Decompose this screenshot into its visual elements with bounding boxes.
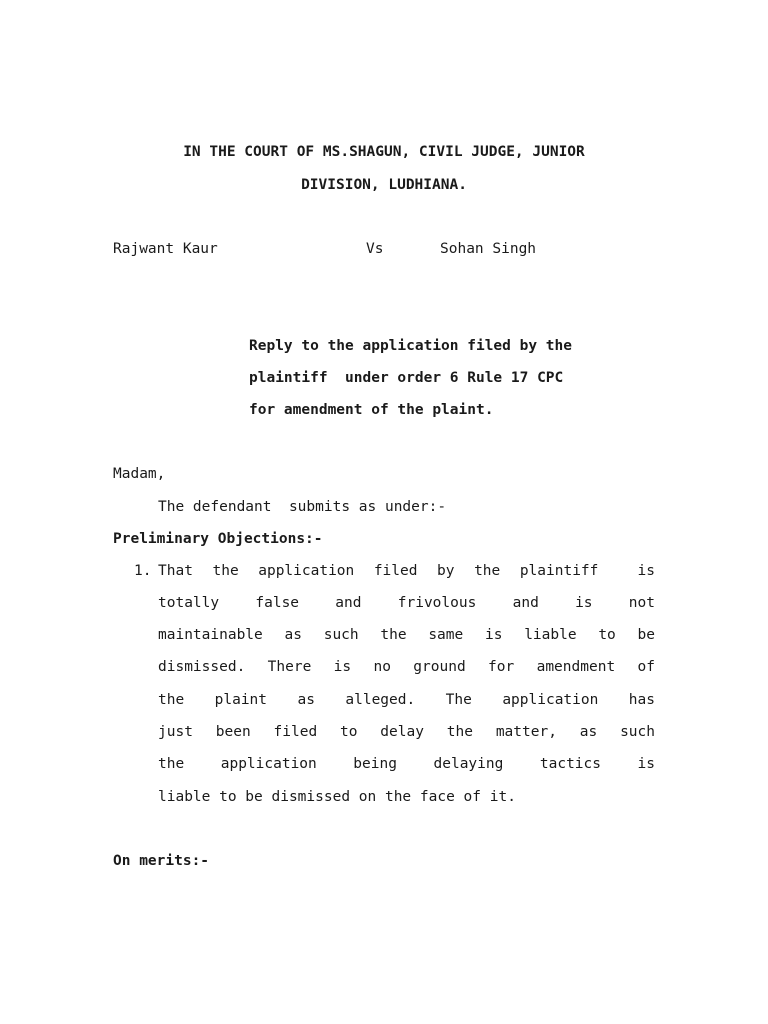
objection-1-line: totally false and frivolous and is not [158, 595, 655, 611]
subject-line3: for amendment of the plaint. [249, 402, 494, 418]
objection-1-line: just been filed to delay the matter, as such [158, 724, 655, 740]
on-merits-heading: On merits:- [113, 853, 210, 869]
objection-1-line: liable to be dismissed on the face of it. [158, 789, 516, 805]
court-heading-line1: IN THE COURT OF MS.SHAGUN, CIVIL JUDGE, JUNIOR [183, 144, 585, 160]
objection-1-line: the application being delaying tactics is [158, 756, 655, 772]
objection-1-line: the plaint as alleged. The application has [158, 692, 655, 708]
plaintiff-name: Rajwant Kaur [113, 241, 218, 257]
objection-1-line: maintainable as such the same is liable to be [158, 627, 655, 643]
versus-label: Vs [366, 241, 384, 257]
defendant-name: Sohan Singh [440, 241, 537, 257]
objection-1-line: That the application filed by the plaintiff is [158, 563, 655, 579]
salutation: Madam, [113, 466, 166, 482]
objection-1-line: dismissed. There is no ground for amendment of [158, 659, 655, 675]
subject-line2: plaintiff under order 6 Rule 17 CPC [249, 370, 564, 386]
objection-1-number: 1. [134, 563, 152, 579]
intro-text: The defendant submits as under:- [158, 499, 447, 515]
preliminary-objections-heading: Preliminary Objections:- [113, 531, 323, 547]
subject-line1: Reply to the application filed by the [249, 338, 573, 354]
court-heading-line2: DIVISION, LUDHIANA. [301, 177, 467, 193]
